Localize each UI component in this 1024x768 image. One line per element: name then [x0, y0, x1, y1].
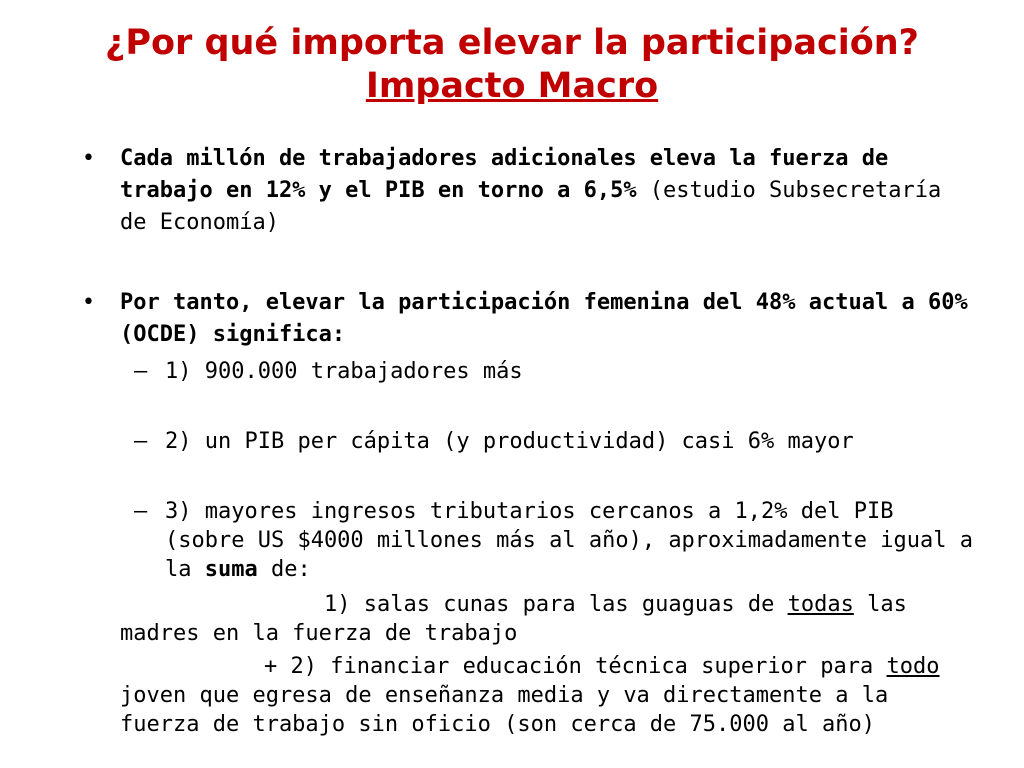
- title-line-1: ¿Por qué importa elevar la participación?: [105, 23, 919, 63]
- sub-item-3-text-a: 3) mayores ingresos tributarios cercanos a 1,2% del PIB (sobre US $4000 millones más al año), aproximadamente igual a la: [165, 499, 973, 582]
- title-line-2: Impacto Macro: [365, 66, 659, 106]
- dash-marker: –: [134, 359, 148, 384]
- sub-item-3-text-c: de:: [257, 557, 311, 582]
- para-1-text-a: 1) salas cunas para las guaguas de: [324, 592, 788, 617]
- bullet-2-bold-text: Por tanto, elevar la participación femenina del 48% actual a 60% (OCDE) significa:: [120, 290, 968, 347]
- bullet-1-normal-text: (estudio Subsecretaría de Economía): [120, 178, 942, 235]
- detail-paragraph-1: [120, 590, 978, 648]
- dash-marker: –: [134, 499, 148, 524]
- slide-title: [0, 22, 1024, 108]
- bullet-item: [78, 287, 978, 351]
- sub-item: [78, 497, 978, 584]
- slide-body: [78, 143, 978, 743]
- dash-marker: –: [134, 429, 148, 454]
- sub-item: [78, 357, 978, 386]
- bullet-dot: •: [82, 290, 95, 315]
- bullet-item: [78, 143, 978, 239]
- para-1-text-c: las madres en la fuerza de trabajo: [120, 592, 907, 646]
- para-1-underlined: todas: [787, 592, 854, 617]
- para-2-underlined: todo: [886, 654, 940, 679]
- detail-paragraph-2: [120, 652, 978, 739]
- sub-item-1-text: 1) 900.000 trabajadores más: [165, 359, 523, 384]
- sub-item-3-emphasis: suma: [204, 557, 258, 582]
- para-2-text-a: + 2) financiar educación técnica superior para: [264, 654, 887, 679]
- bullet-dot: •: [82, 146, 95, 171]
- para-2-text-c: joven que egresa de enseñanza media y va directamente a la fuerza de trabajo sin oficio (son cerca de 75.000 al año): [120, 683, 889, 737]
- bullet-1-bold-text: Cada millón de trabajadores adicionales eleva la fuerza de trabajo en 12% y el PIB en torno a 6,5%: [120, 146, 889, 203]
- sub-item-2-text: 2) un PIB per cápita (y productividad) casi 6% mayor: [165, 429, 854, 454]
- sub-item: [78, 427, 978, 456]
